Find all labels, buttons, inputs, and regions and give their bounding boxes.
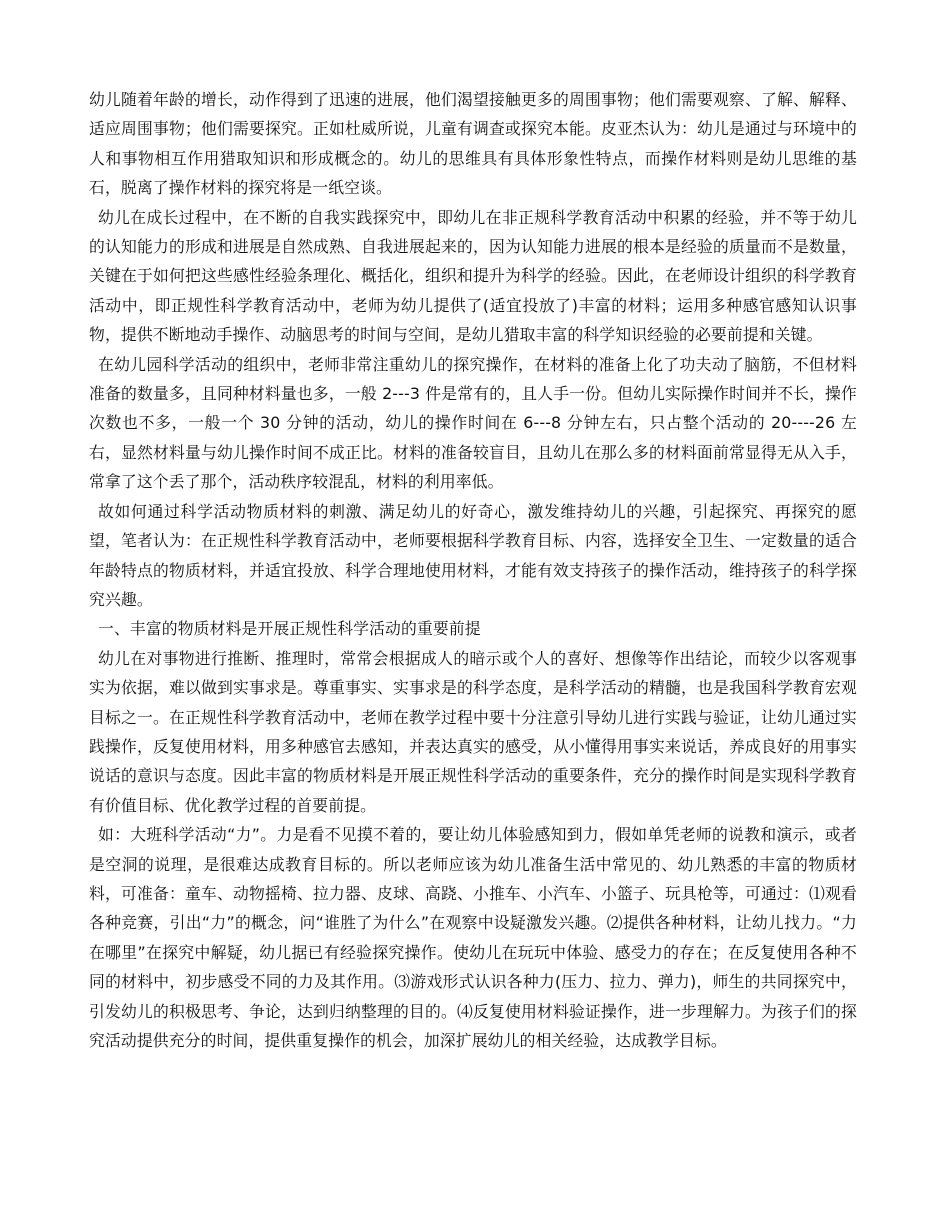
paragraph-intro: 幼儿随着年龄的增长，动作得到了迅速的进展，他们渴望接触更多的周围事物；他们需要观察、了解、解释、适应周围事物；他们需要探究。正如杜威所说，儿童有调查或探究本能。皮亚杰认为：幼儿是通过与环境中的人和事物相互作用猎取知识和形成概念的。幼儿的思维具有具体形象性特点，而操作材料则是幼儿思维的基石，脱离了操作材料的探究将是一纸空谈。 xyxy=(89,90,857,198)
paragraph-force-activity-example: 如：大班科学活动“力”。力是看不见摸不着的，要让幼儿体验感知到力，假如单凭老师的说教和演示，或者是空洞的说理，是很难达成教育目标的。所以老师应该为幼儿准备生活中常见的、幼儿熟悉的丰富的物质材料，可准备：童车、动物摇椅、拉力器、皮球、高跷、小推车、小汽车、小篮子、玩具枪等，可通过：⑴观看各种竞赛，引出“力”的概念，问“谁胜了为什么”在观察中设疑激发兴趣。⑵提供各种材料，让幼儿找力。“力在哪里”在探究中解疑，幼儿据已有经验探究操作。使幼儿在玩玩中体验、感受力的存在；在反复使用各种不同的材料中，初步感受不同的力及其作用。⑶游戏形式认识各种力(压力、拉力、弹力)，师生的共同探究中，引发幼儿的积极思考、争论，达到归纳整理的目的。⑷反复使用材料验证操作，进一步理解力。为孩子们的探究活动提供充分的时间，提供重复操作的机会，加深扩展幼儿的相关经验，达成教学目标。 xyxy=(89,825,857,1050)
document-page xyxy=(89,85,857,1055)
section-heading: 一、丰富的物质材料是开展正规性科学活动的重要前提 xyxy=(98,619,481,639)
paragraph-material-preparation: 在幼儿园科学活动的组织中，老师非常注重幼儿的探究操作，在材料的准备上化了功夫动了脑筋，不但材料准备的数量多，且同种材料量也多，一般 2---3 件是常有的，且人手一份。但幼儿实际操作时间并不长，操作次数也不多，一般一个 30 分钟的活动，幼儿的操作时间在 6---8 分钟左右，只占整个活动的 20----26 左右，显然材料量与幼儿操作时间不成正比。材料的准备较盲目，且幼儿在那么多的材料面前常显得无从入手，常拿了这个丢了那个，活动秩序较混乱，材料的利用率低。 xyxy=(89,354,857,492)
paragraph-cognitive-development: 幼儿在成长过程中，在不断的自我实践探究中，即幼儿在非正规科学教育活动中积累的经验，并不等于幼儿的认知能力的形成和进展是自然成熟、自我进展起来的，因为认知能力进展的根本是经验的质量而不是数量，关键在于如何把这些感性经验条理化、概括化，组织和提升为科学的经验。因此，在老师设计组织的科学教育活动中，即正规性科学教育活动中，老师为幼儿提供了(适宜投放了)丰富的材料；运用多种感官感知认识事物，提供不断地动手操作、动脑思考的时间与空间，是幼儿猎取丰富的科学知识经验的必要前提和关键。 xyxy=(89,207,857,345)
paragraph-author-view: 故如何通过科学活动物质材料的刺激、满足幼儿的好奇心，激发维持幼儿的兴趣，引起探究、再探究的愿望，笔者认为：在正规性科学教育活动中，老师要根据科学教育目标、内容，选择安全卫生、一定数量的适合年龄特点的物质材料，并适宜投放、科学合理地使用材料，才能有效支持孩子的操作活动，维持孩子的科学探究兴趣。 xyxy=(89,501,857,609)
paragraph-scientific-attitude: 幼儿在对事物进行推断、推理时，常常会根据成人的暗示或个人的喜好、想像等作出结论，而较少以客观事实为依据，难以做到实事求是。尊重事实、实事求是的科学态度，是科学活动的精髓，也是我国科学教育宏观目标之一。在正规性科学教育活动中，老师在教学过程中要十分注意引导幼儿进行实践与验证，让幼儿通过实践操作，反复使用材料，用多种感官去感知，并表达真实的感受，从小懂得用事实来说话，养成良好的用事实说话的意识与态度。因此丰富的物质材料是开展正规性科学活动的重要条件，充分的操作时间是实现科学教育有价值目标、优化教学过程的首要前提。 xyxy=(89,648,857,815)
